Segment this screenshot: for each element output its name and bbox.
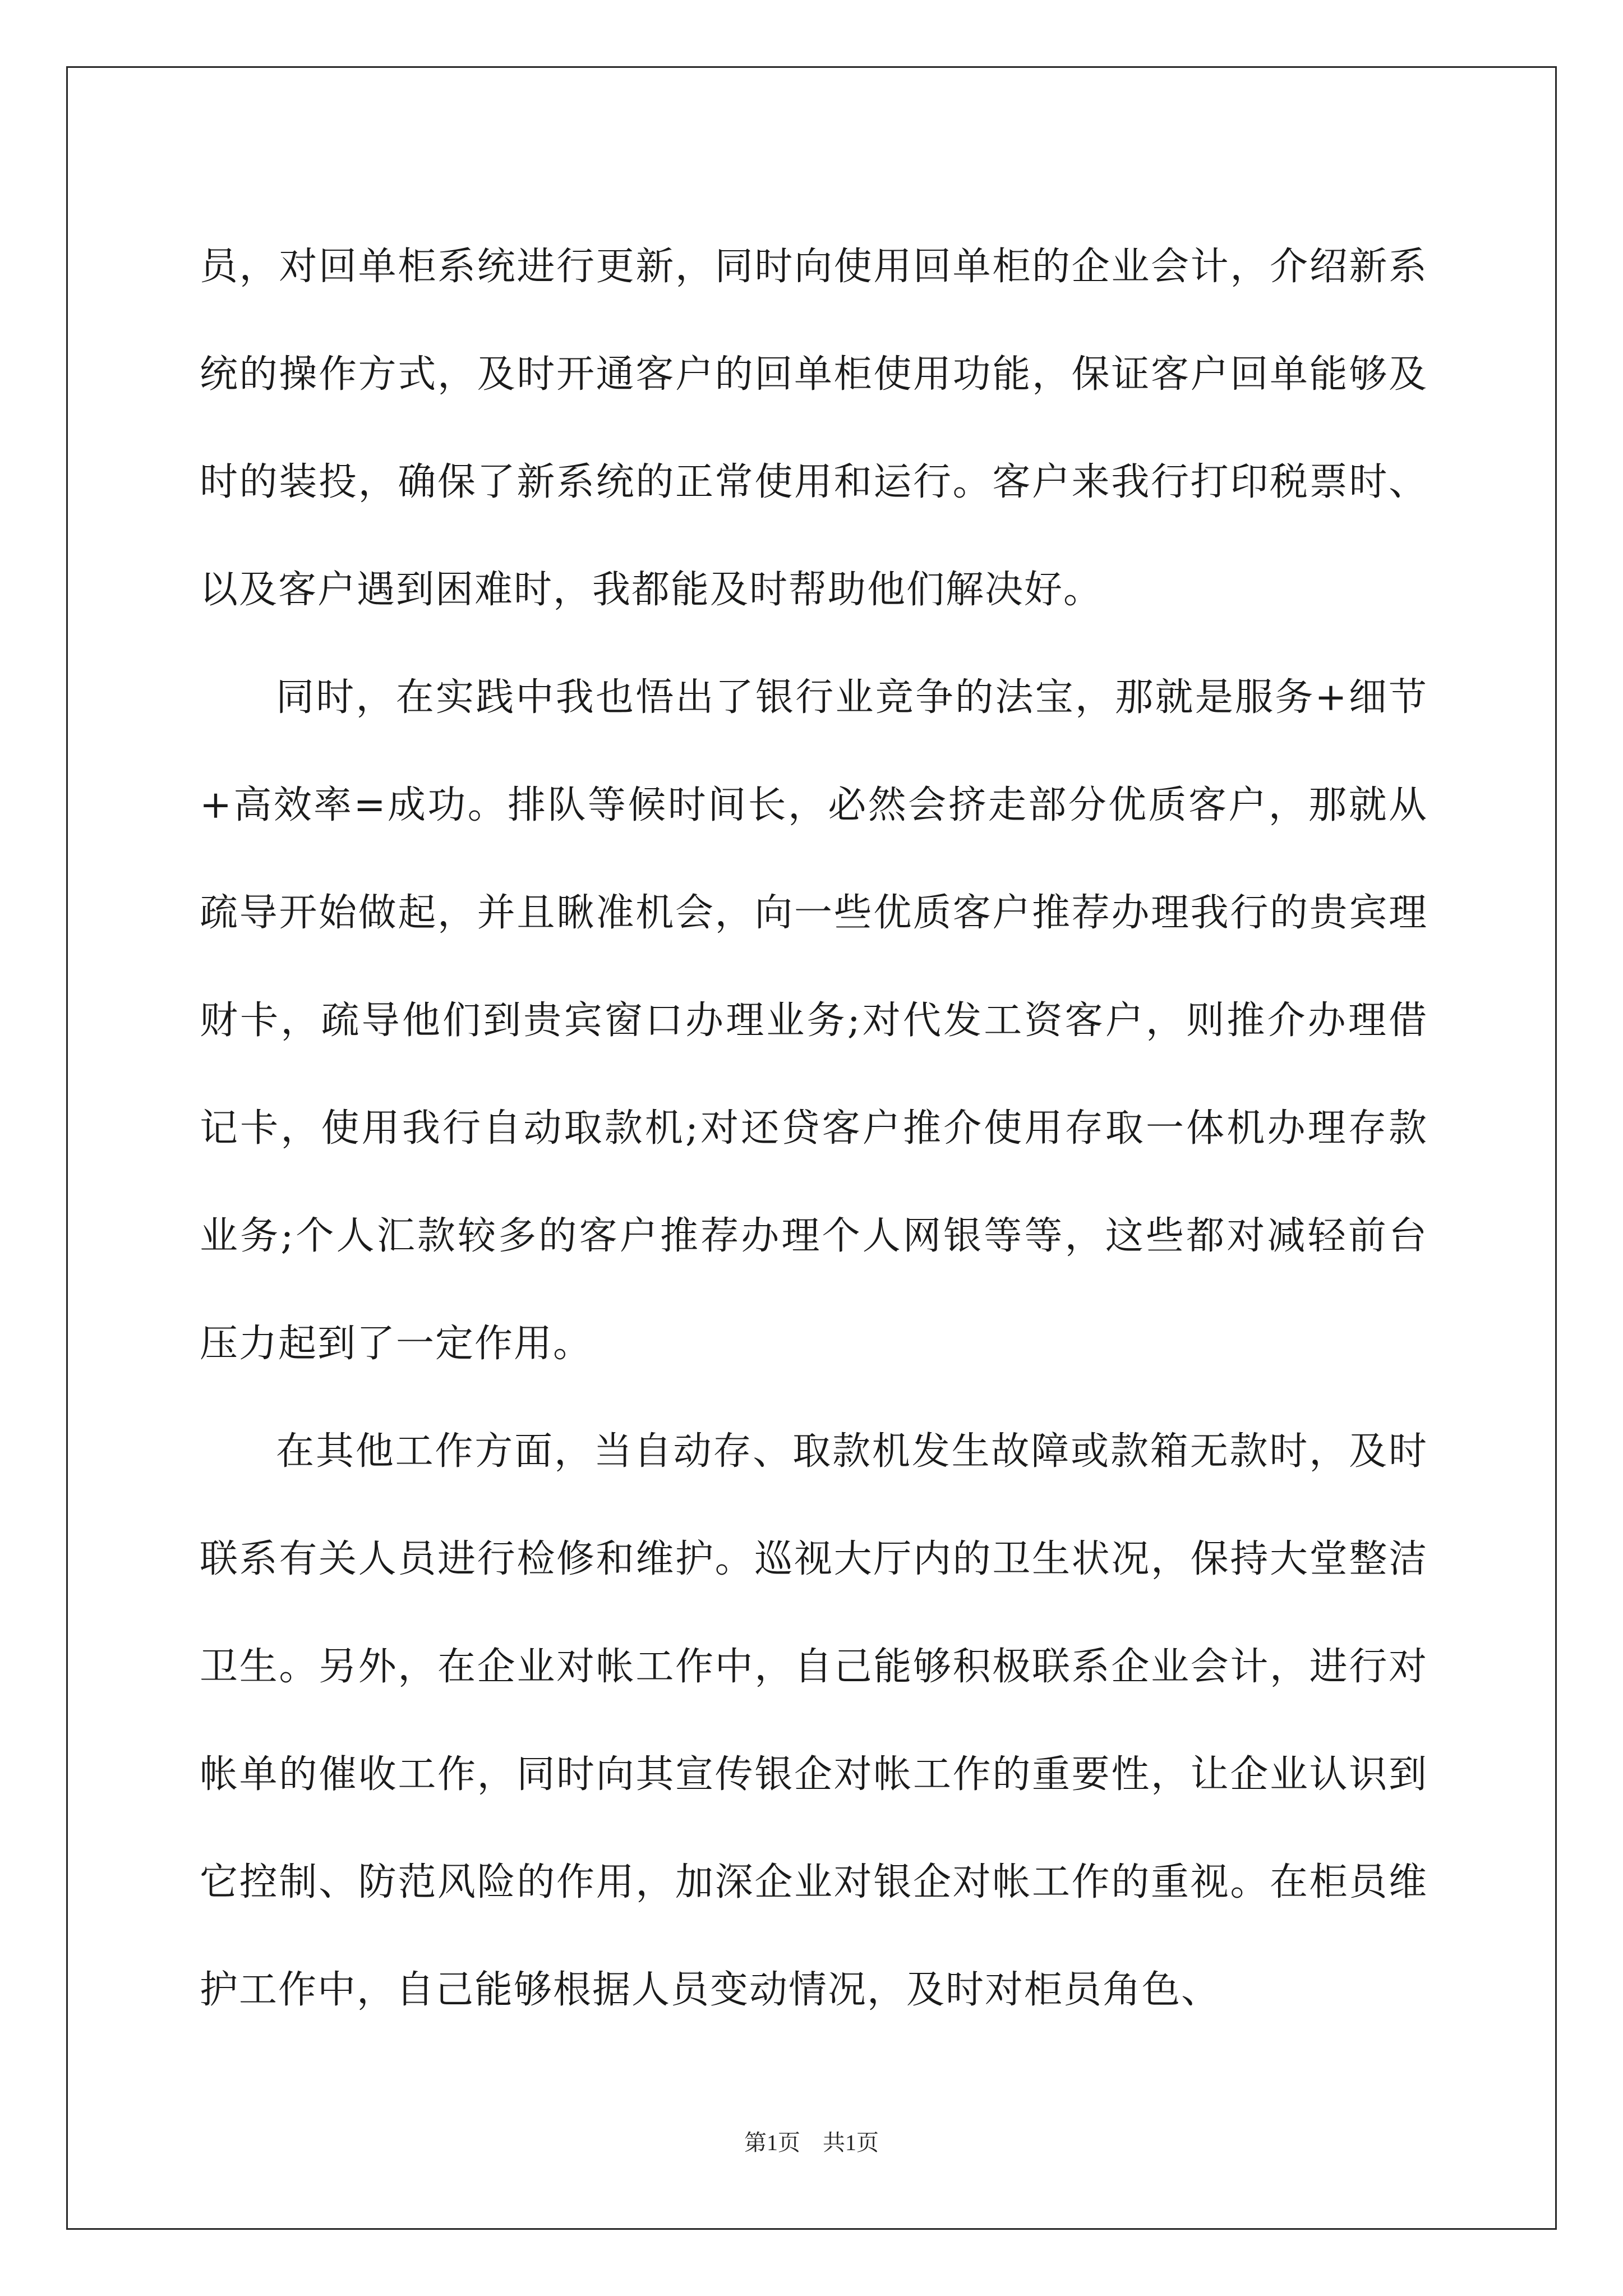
paragraph-2: 同时，在实践中我也悟出了银行业竞争的法宝，那就是服务+细节+高效率=成功。排队等候时间长，必然会挤走部分优质客户，那就从疏导开始做起，并且瞅准机会，向一些优质客户推荐办理我行的贵宾理财卡，疏导他们到贵宾窗口办理业务;对代发工资客户，则推介办理借记卡，使用我行自动取款机;对还贷客户推介使用存取一体机办理存款业务;个人汇款较多的客户推荐办理个人网银等等，这些都对减轻前台压力起到了一定作用。 (200, 675, 1428, 1366)
page-number: 第1页 (744, 2130, 800, 2155)
paragraph-3: 在其他工作方面，当自动存、取款机发生故障或款箱无款时，及时联系有关人员进行检修和维护。巡视大厅内的卫生状况，保持大堂整洁卫生。另外，在企业对帐工作中，自己能够积极联系企业会计，进行对帐单的催收工作，同时向其宣传银企对帐工作的重要性，让企业认识到它控制、防范风险的作用，加深企业对银企对帐工作的重视。在柜员维护工作中，自己能够根据人员变动情况，及时对柜员角色、 (200, 1429, 1428, 2012)
paragraph-1: 员，对回单柜系统进行更新，同时向使用回单柜的企业会计，介绍新系统的操作方式，及时开通客户的回单柜使用功能，保证客户回单能够及时的装投，确保了新系统的正常使用和运行。客户来我行打印税票时、以及客户遇到困难时，我都能及时帮助他们解决好。 (200, 245, 1428, 612)
page-total: 共1页 (823, 2130, 879, 2155)
page-footer (0, 2127, 1623, 2159)
document-body (200, 213, 1428, 2044)
